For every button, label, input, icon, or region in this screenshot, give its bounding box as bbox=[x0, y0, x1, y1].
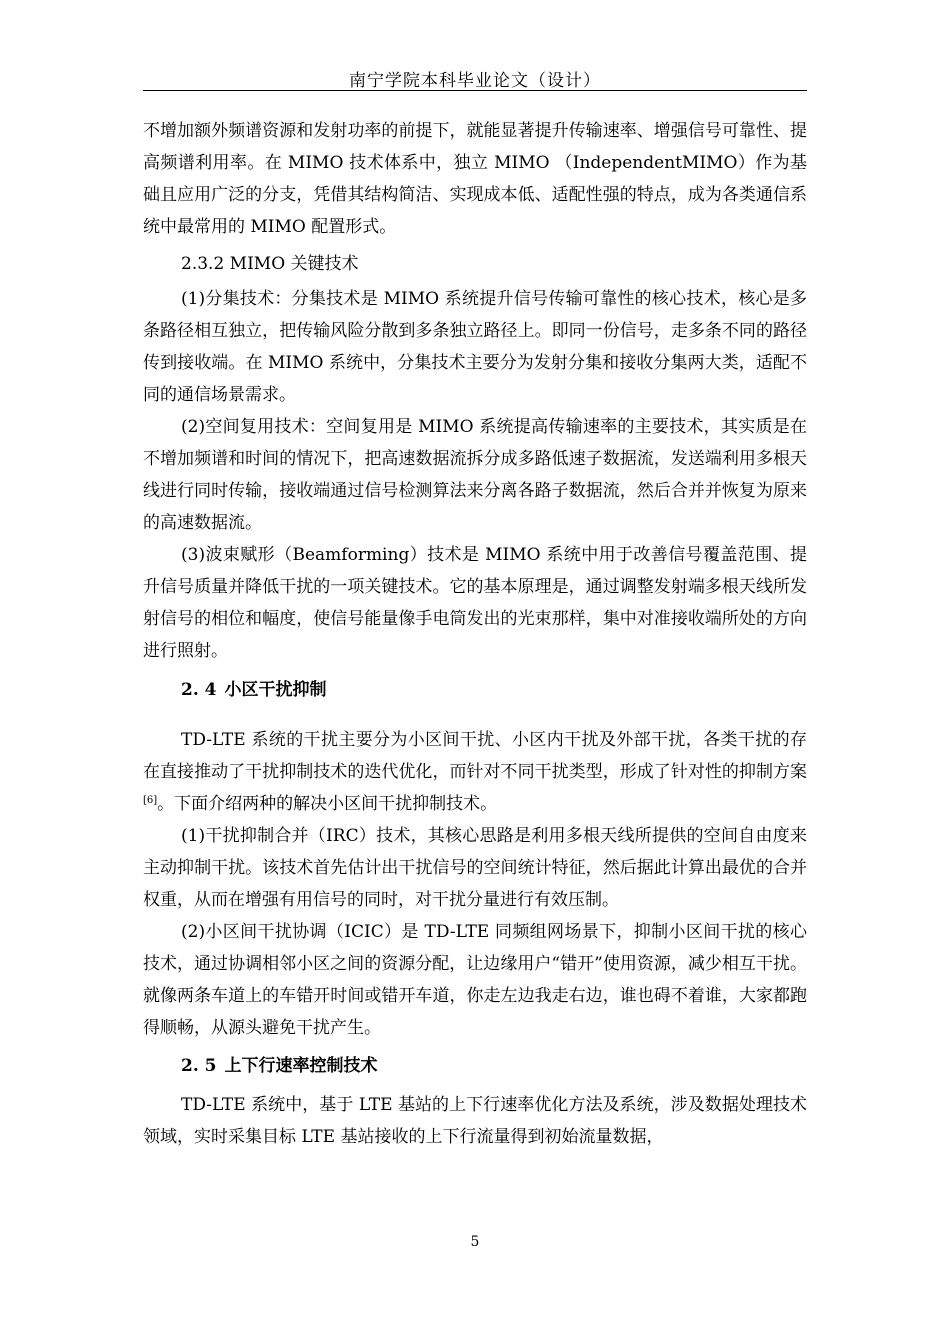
paragraph-interference-text: TD-LTE 系统的干扰主要分为小区间干扰、小区内干扰及外部干扰，各类干扰的存在直接推动了干扰抑制技术的迭代优化，而针对不同干扰类型，形成了针对性的抑制方案 bbox=[143, 730, 807, 782]
section-heading-2-5 bbox=[143, 1050, 807, 1082]
paragraph-beamforming: (3)波束赋形（Beamforming）技术是 MIMO 系统中用于改善信号覆盖范围、提升信号质量并降低干扰的一项关键技术。它的基本原理是，通过调整发射端多根天线所发射信号的相位和幅度，使信号能量像手电筒发出的光束那样，集中对准接收端所处的方向进行照射。 bbox=[143, 545, 807, 661]
section-title: MIMO 关键技术 bbox=[229, 254, 359, 274]
page-header: 南宁学院本科毕业论文（设计） bbox=[349, 71, 601, 91]
paragraph-interference bbox=[143, 724, 807, 820]
intro-paragraph: 不增加额外频谱资源和发射功率的前提下，就能显著提升传输速率、增强信号可靠性、提高频谱利用率。在 MIMO 技术体系中，独立 MIMO （IndependentMIMO）作为基础且应用广泛的分支，凭借其结构简洁、实现成本低、适配性强的特点，成为各类通信系统中最常用的 MIMO 配置形式。 bbox=[143, 121, 807, 237]
section-title: 小区干扰抑制 bbox=[224, 680, 327, 700]
section-heading-2-3-2 bbox=[143, 248, 807, 280]
page-content bbox=[143, 115, 807, 1153]
paragraph-icic: (2)小区间干扰协调（ICIC）是 TD-LTE 同频组网场景下，抑制小区间干扰的核心技术，通过协调相邻小区之间的资源分配，让边缘用户“错开”使用资源，减少相互干扰。就像两条车道上的车错开时间或错开车道，你走左边我走右边，谁也碍不着谁，大家都跑得顺畅，从源头避免干扰产生。 bbox=[143, 922, 807, 1038]
paragraph-interference-tail: 。下面介绍两种的解决小区间干扰抑制技术。 bbox=[157, 794, 498, 814]
section-number: 2.3.2 bbox=[181, 254, 225, 274]
section-heading-2-4 bbox=[143, 674, 807, 706]
section-title: 上下行速率控制技术 bbox=[224, 1056, 378, 1076]
paragraph-spatial-multiplexing: (2)空间复用技术：空间复用是 MIMO 系统提高传输速率的主要技术，其实质是在不增加频谱和时间的情况下，把高速数据流拆分成多路低速子数据流，发送端利用多根天线进行同时传输，接收端通过信号检测算法来分离各路子数据流，然后合并并恢复为原来的高速数据流。 bbox=[143, 417, 807, 533]
paragraph-diversity: (1)分集技术：分集技术是 MIMO 系统提升信号传输可靠性的核心技术，核心是多条路径相互独立，把传输风险分散到多条独立路径上。即同一份信号，走多条不同的路径传到接收端。在 MIMO 系统中，分集技术主要分为发射分集和接收分集两大类，适配不同的通信场景需求。 bbox=[143, 289, 807, 405]
page-number: 5 bbox=[470, 1234, 480, 1250]
paragraph-rate-control: TD-LTE 系统中，基于 LTE 基站的上下行速率优化方法及系统，涉及数据处理技术领域，实时采集目标 LTE 基站接收的上下行流量得到初始流量数据， bbox=[143, 1095, 807, 1147]
section-number: 2. 5 bbox=[181, 1056, 217, 1076]
paragraph-irc: (1)干扰抑制合并（IRC）技术，其核心思路是利用多根天线所提供的空间自由度来主动抑制干扰。该技术首先估计出干扰信号的空间统计特征，然后据此计算出最优的合并权重，从而在增强有用信号的同时，对干扰分量进行有效压制。 bbox=[143, 826, 807, 910]
header-rule bbox=[143, 90, 807, 91]
section-number: 2. 4 bbox=[181, 680, 217, 700]
citation-reference: [6] bbox=[143, 795, 158, 806]
